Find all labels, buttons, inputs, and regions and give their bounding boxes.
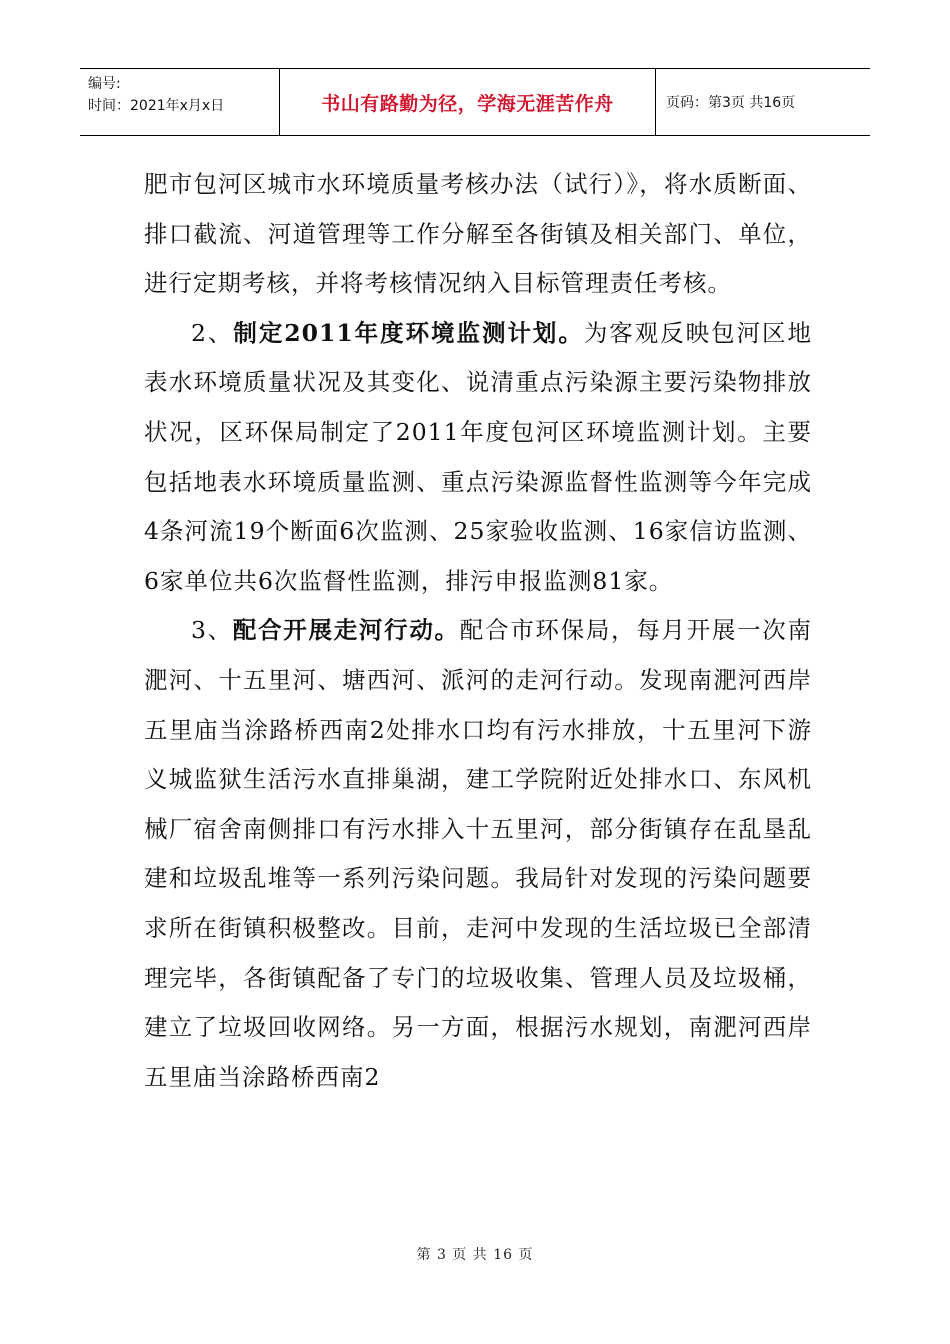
document-number-label: 编号:	[88, 76, 121, 92]
page-footer: 第 3 页 共 16 页	[416, 1247, 534, 1263]
paragraph-2-number: 2、	[191, 318, 234, 347]
header-page-info: 页码：第3页 共16页	[666, 95, 796, 111]
document-body	[144, 160, 812, 1102]
header-motto: 书山有路勤为径，学海无涯苦作舟	[280, 69, 656, 135]
paragraph-3-number: 3、	[191, 616, 233, 645]
paragraph-2-text: 为客观反映包河区地表水环境质量状况及其变化、说清重点污染源主要污染物排放状况，区环保局制定了2011年度包河区环境监测计划。主要包括地表水环境质量监测、重点污染源监督性监测等今年完成4条河流19个断面6次监测、25家验收监测、16家信访监测、6家单位共6次监督性监测，排污申报监测81家。	[144, 318, 812, 595]
paragraph-1: 肥市包河区城市水环境质量考核办法（试行）》，将水质断面、排口截流、河道管理等工作分解至各街镇及相关部门、单位，进行定期考核，并将考核情况纳入目标管理责任考核。	[144, 170, 812, 298]
paragraph-2	[144, 309, 812, 607]
paragraph-2-heading: 制定2011年度环境监测计划。	[233, 318, 584, 347]
paragraph-3	[144, 606, 812, 1102]
header-meta	[80, 69, 280, 135]
document-date: 时间：2021年x月x日	[88, 98, 225, 114]
paragraph-3-text: 配合市环保局，每月开展一次南淝河、十五里河、塘西河、派河的走河行动。发现南淝河西岸五里庙当涂路桥西南2处排水口均有污水排放，十五里河下游义城监狱生活污水直排巢湖，建工学院附近处排水口、东风机械厂宿舍南侧排口有污水排入十五里河，部分街镇存在乱垦乱建和垃圾乱堆等一系列污染问题。我局针对发现的污染问题要求所在街镇积极整改。目前，走河中发现的生活垃圾已全部清理完毕，各街镇配备了专门的垃圾收集、管理人员及垃圾桶，建立了垃圾回收网络。另一方面，根据污水规划，南淝河西岸五里庙当涂路桥西南2	[144, 616, 813, 1091]
paragraph-3-heading: 配合开展走河行动。	[232, 616, 460, 645]
page-header	[80, 68, 870, 136]
